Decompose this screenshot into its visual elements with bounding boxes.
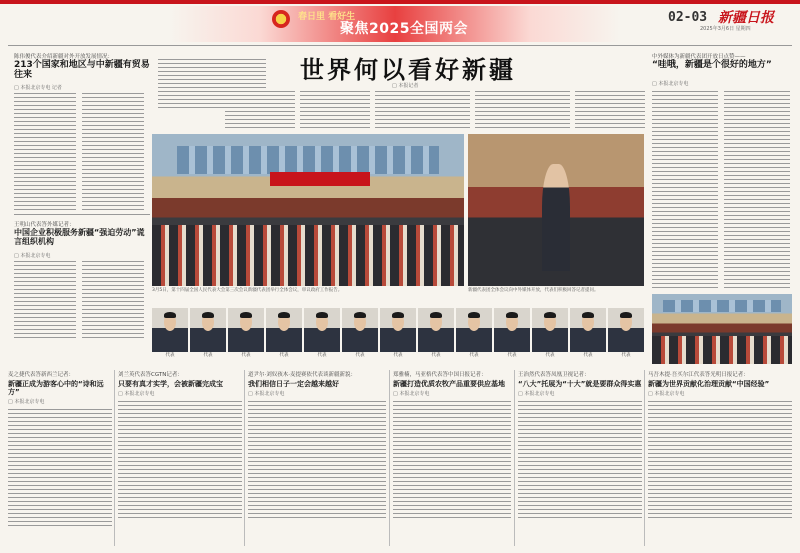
delegate-name: 代表 <box>583 353 593 358</box>
left-story-byline: □ 本报北京专电 记者 <box>14 85 62 91</box>
bottom-story-kicker: 刘兰英代表答CGTN记者： <box>118 372 183 378</box>
delegate-name: 代表 <box>469 353 479 358</box>
delegate-name: 代表 <box>241 353 251 358</box>
delegate-portrait <box>608 308 644 352</box>
bottom-story-body <box>118 400 242 520</box>
delegate-portrait-card <box>228 308 264 358</box>
bottom-story-byline: □ 本报北京专电 <box>118 391 155 398</box>
left-section-divider <box>14 214 150 216</box>
bottom-story-title: 新疆为世界贡献化治理贡献“中国经验” <box>648 380 770 388</box>
right-story-title: “哇哦，新疆是个很好的地方” <box>652 60 772 70</box>
dateline: 2025年3月6日 星期四 <box>700 26 751 32</box>
bottom-story-title: 只要有真才实学，会被新疆完成宝 <box>118 380 223 388</box>
delegate-portrait-card <box>418 308 454 358</box>
header-divider <box>8 45 792 46</box>
bottom-story-byline: □ 本报北京专电 <box>8 399 45 406</box>
delegate-portrait-card <box>304 308 340 358</box>
right-story-kicker: 中外媒体为新疆代表团开放日点赞—— <box>652 54 746 60</box>
left-story-body-col2 <box>82 92 144 212</box>
speaker-photo-caption: 新疆代表团全体会议向中外媒体开放，代表们积极回答记者提问。 <box>468 288 599 293</box>
delegate-portrait-card <box>266 308 302 358</box>
bottom-story <box>518 370 642 550</box>
delegate-name: 代表 <box>203 353 213 358</box>
delegate-name: 代表 <box>393 353 403 358</box>
column-divider <box>514 370 515 546</box>
delegate-portrait-card <box>380 308 416 358</box>
bottom-story <box>8 370 112 550</box>
delegate-portrait <box>266 308 302 352</box>
banner-kicker: 春日里 看好生 <box>298 12 356 22</box>
column-divider <box>644 370 645 546</box>
delegate-name: 代表 <box>165 353 175 358</box>
column-divider <box>114 370 115 546</box>
left-story-body-col1 <box>14 92 76 212</box>
banner-title: 聚焦2025全国两会 <box>340 21 468 37</box>
bottom-story-title: 新疆打造优质农牧产品重要供应基地 <box>393 380 505 388</box>
bottom-story-byline: □ 本报北京专电 <box>393 391 430 398</box>
delegate-portrait <box>494 308 530 352</box>
delegate-portrait-card <box>608 308 644 358</box>
left-story2-byline: □ 本报北京专电 <box>14 253 51 259</box>
delegate-portrait <box>152 308 188 352</box>
delegate-portrait-card <box>152 308 188 358</box>
delegate-portrait-card <box>190 308 226 358</box>
main-body-col4 <box>375 90 470 130</box>
bottom-story-body <box>518 400 642 520</box>
bottom-story-kicker: 郑雅楠，马亚格代表答中国日报记者： <box>393 372 487 378</box>
delegate-name: 代表 <box>621 353 631 358</box>
delegate-name: 代表 <box>431 353 441 358</box>
main-body-col2 <box>225 90 295 130</box>
delegate-name: 代表 <box>545 353 555 358</box>
delegate-portrait <box>342 308 378 352</box>
right-story-body-col1 <box>652 90 718 290</box>
bottom-story-title: 新疆正成为游客心中的“诗和远方” <box>8 380 104 397</box>
delegate-portrait-card <box>342 308 378 358</box>
portrait-strip <box>152 308 644 364</box>
delegate-name: 代表 <box>355 353 365 358</box>
delegate-portrait <box>418 308 454 352</box>
left-story-kicker: 陈伟俊代表介绍新疆对外开放发展情况： <box>14 54 114 60</box>
delegate-portrait-card <box>532 308 568 358</box>
bottom-story <box>393 370 511 550</box>
delegate-portrait <box>190 308 226 352</box>
bottom-story-title: “八大”托展为“十大”就是要群众得实惠 <box>518 380 642 388</box>
main-body-col5 <box>475 90 570 130</box>
meeting-photo-banner <box>270 172 370 186</box>
right-story-body-col2 <box>724 90 790 290</box>
bottom-story-kicker: 道尹尔·刘奴孩木·麦提赛依代表谈新疆新貌： <box>248 372 356 378</box>
delegate-portrait-card <box>570 308 606 358</box>
bottom-story <box>648 370 792 550</box>
left-story2-kicker: 王明山代表答外媒记者： <box>14 222 75 228</box>
delegate-portrait <box>304 308 340 352</box>
main-byline: □ 本报记者 <box>392 83 419 89</box>
delegate-name: 代表 <box>279 353 289 358</box>
bottom-stories-row <box>8 370 792 550</box>
bottom-story-body <box>393 400 511 520</box>
bottom-story-kicker: 马吾木提·吾买尔江代表答光明日报记者： <box>648 372 749 378</box>
bottom-story <box>118 370 242 550</box>
main-body-col6 <box>575 90 645 130</box>
right-story-byline: □ 本报北京专电 <box>652 81 689 87</box>
meeting-photo-large <box>152 134 464 286</box>
delegate-portrait-card <box>494 308 530 358</box>
top-red-rule <box>0 0 800 4</box>
bottom-story-byline: □ 本报北京专电 <box>518 391 555 398</box>
bottom-story-kicker: 王治然代表答凤凰卫视记者： <box>518 372 590 378</box>
emblem-icon <box>272 10 290 28</box>
delegate-name: 代表 <box>317 353 327 358</box>
speaker-photo <box>468 134 644 286</box>
delegate-portrait <box>532 308 568 352</box>
bottom-story-body <box>248 400 386 520</box>
page-number: 02-03 <box>668 10 708 25</box>
column-divider <box>244 370 245 546</box>
delegate-name: 代表 <box>507 353 517 358</box>
main-headline: 世界何以看好新疆 <box>300 55 516 84</box>
bottom-story-body <box>8 408 112 528</box>
delegate-portrait <box>380 308 416 352</box>
delegate-portrait <box>228 308 264 352</box>
masthead: 新疆日报 <box>718 10 774 26</box>
delegate-portrait <box>456 308 492 352</box>
left-story2-title: 中国企业积极服务新疆“强迫劳动”谎言组织机构 <box>14 228 145 247</box>
delegate-portrait-card <box>456 308 492 358</box>
bottom-story-kicker: 麦之捷代表答新西兰记者： <box>8 372 75 378</box>
left-story2-body-col1 <box>14 260 76 338</box>
bottom-story-byline: □ 本报北京专电 <box>648 391 685 398</box>
main-body-col3 <box>300 90 370 130</box>
column-divider <box>389 370 390 546</box>
bottom-story-byline: □ 本报北京专电 <box>248 391 285 398</box>
left-story-title: 213个国家和地区与中新疆有贸易往来 <box>14 60 150 81</box>
right-column-photo <box>652 294 792 364</box>
delegate-portrait <box>570 308 606 352</box>
bottom-story-title: 我们相信日子一定会越来越好 <box>248 380 339 388</box>
bottom-story <box>248 370 386 550</box>
bottom-story-body <box>648 400 792 520</box>
left-story2-body-col2 <box>82 260 144 338</box>
meeting-photo-caption: 3月5日，第十四届全国人民代表大会第三次会议新疆代表团举行全体会议，审议政府工作报告。 <box>152 288 343 293</box>
